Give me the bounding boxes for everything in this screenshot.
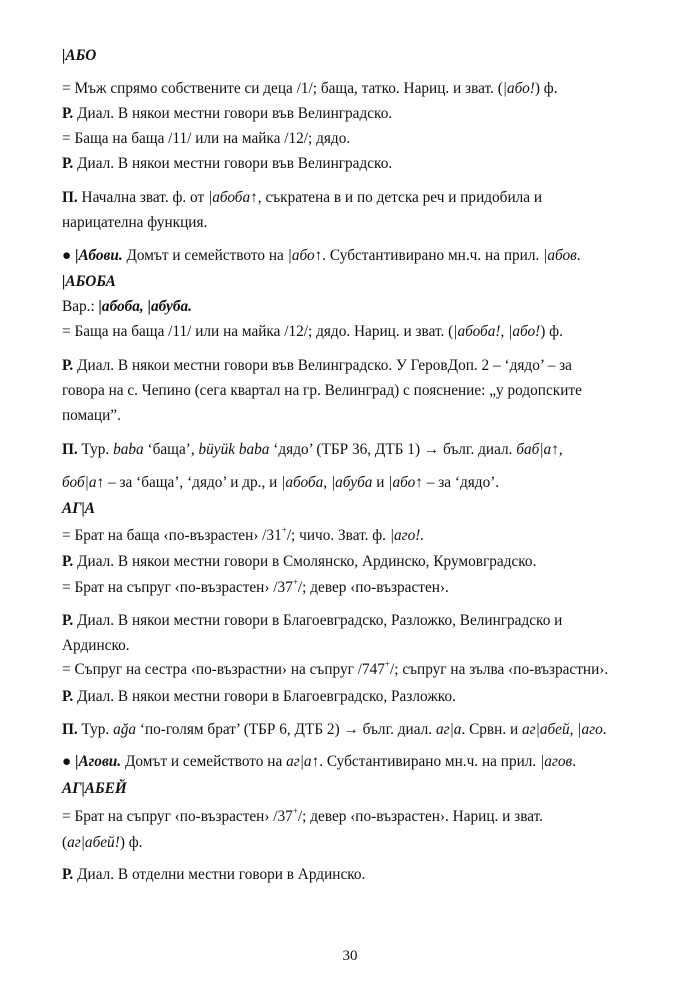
headword-aboba: |АБОБА [62,273,116,290]
definition-line: = Баща на баща /11/ или на майка /12/; дядо. [62,130,351,147]
headword-abo: |АБО [62,47,97,64]
headword-aga: АГ|А [62,500,96,517]
origin-line: П. Тур. baba ‘баща’, büyük baba ‘дядо’ (ТБР 36, ДТБ 1) → бълг. диал. баб|а↑, [62,441,563,458]
definition-line: = Брат на баща ‹по-възрастен› /31+/; чичо. Зват. ф. |аго!. [62,524,425,544]
definition-line: = Съпруг на сестра ‹по-възрастни› на съпруг /747+/; съпруг на зълва ‹по-възрастни›. [62,658,609,678]
region-line: Р. Диал. В някои местни говори във Велинградско. У ГеровДоп. 2 – ‘дядо’ – за [62,357,572,374]
derivative-line: ● |Агови. Домът и семейството на аг|а↑. Субстантивирано мн.ч. на прил. |агов. [62,753,577,770]
region-line: Р. Диал. В някои местни говори в Благоевградско, Разложко, Велинградско и [62,612,563,629]
region-line: Р. Диал. В отделни местни говори в Ардинско. [62,866,366,883]
variants-line: Вар.: |абоба, |абуба. [62,298,192,315]
region-line-cont: помаци”. [62,407,121,424]
region-line: Р. Диал. В някои местни говори в Смолянско, Ардинско, Крумовградско. [62,553,537,570]
region-line: Р. Диал. В някои местни говори във Велинградско. [62,105,393,122]
origin-line-cont: нарицателна функция. [62,214,208,231]
definition-line: = Баща на баща /11/ или на майка /12/; дядо. Нариц. и зват. (|абоба!, |або!) ф. [62,323,563,340]
derivative-line: ● |Абови. Домът и семейството на |або↑. Субстантивирано мн.ч. на прил. |абов. [62,247,581,264]
origin-line: П. Тур. ağa ‘по-голям брат’ (ТБР 6, ДТБ 2) → бълг. диал. аг|а. Срвн. и аг|абей, |аго. [62,721,607,738]
definition-line-cont: (аг|абей!) ф. [62,834,143,851]
region-line-cont: говора на с. Чепино (сега квартал на гр. Велинград) с пояснение: „у родопските [62,382,582,399]
headword-agabey: АГ|АБЕЙ [62,780,127,797]
region-line: Р. Диал. В някои местни говори във Велинградско. [62,155,393,172]
page-number: 30 [342,948,358,964]
region-line-cont: Ардинско. [62,637,130,654]
origin-line-cont: боб|а↑ – за ‘баща’, ‘дядо’ и др., и |абоба, |абуба и |або↑ – за ‘дядо’. [62,474,500,491]
definition-line: = Брат на съпруг ‹по-възрастен› /37+/; девер ‹по-възрастен›. [62,576,449,596]
definition-line: = Мъж спрямо собствените си деца /1/; баща, татко. Нариц. и зват. (|або!) ф. [62,80,558,97]
region-line: Р. Диал. В някои местни говори в Благоевградско, Разложко. [62,688,456,705]
definition-line: = Брат на съпруг ‹по-възрастен› /37+/; девер ‹по-възрастен›. Нариц. и зват. [62,805,543,825]
origin-line: П. Начална зват. ф. от |абоба↑, съкратена в и по детска реч и придобила и [62,189,543,206]
